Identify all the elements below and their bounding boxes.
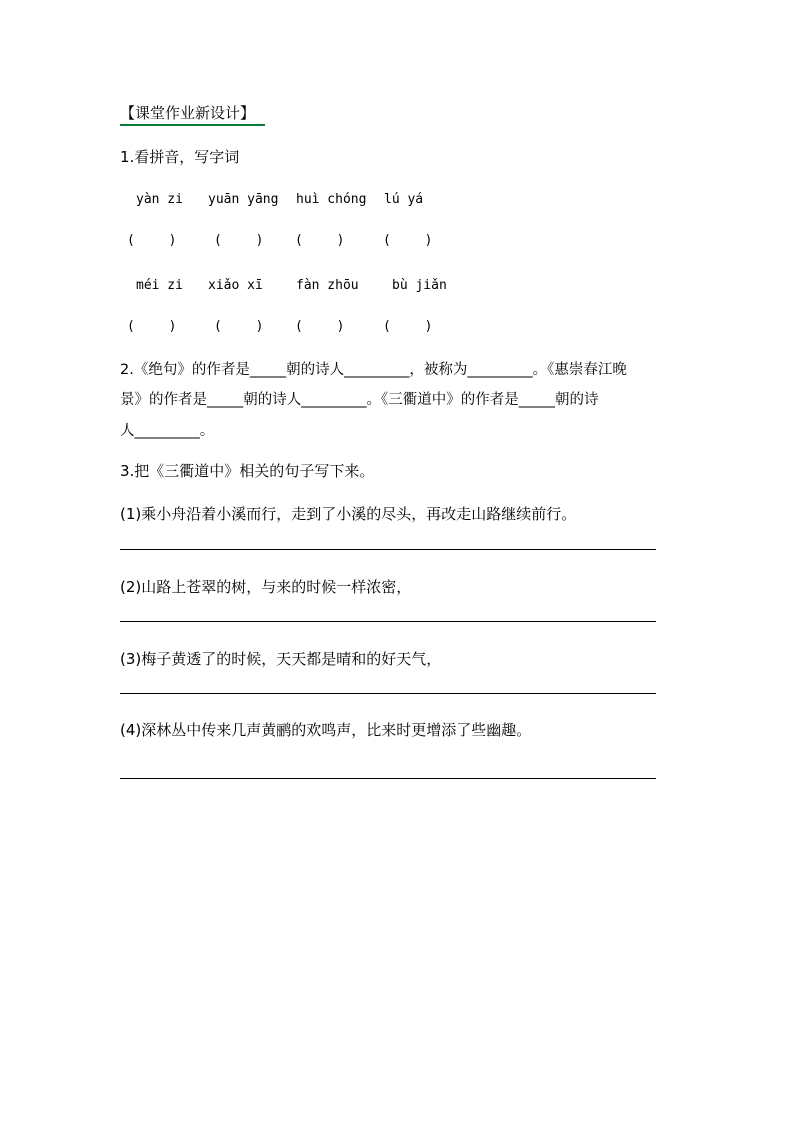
pinyin-5: méi zi (136, 278, 183, 293)
writing-line-4[interactable] (120, 778, 656, 779)
answer-blank-3[interactable]: ( ) (295, 233, 345, 248)
answer-blank-5[interactable]: ( ) (127, 319, 177, 334)
pinyin-3: huì chóng (296, 192, 367, 207)
answer-blank-4[interactable]: ( ) (383, 233, 433, 248)
answer-blank-6[interactable]: ( ) (214, 319, 264, 334)
question-2-line-1: 2.《绝句》的作者是_____朝的诗人_________，被称为_________。《惠崇春江晚 (120, 362, 627, 378)
section-title-underline (120, 124, 265, 126)
question-3-label: 3.把《三衢道中》相关的句子写下来。 (120, 462, 375, 480)
pinyin-2: yuān yāng (208, 192, 279, 207)
answer-blank-8[interactable]: ( ) (383, 319, 433, 334)
question-2-line-2: 景》的作者是_____朝的诗人_________。《三衢道中》的作者是_____朝的诗 (120, 392, 599, 408)
question-2-line-3: 人_________。 (120, 423, 215, 439)
question-3-item-4: (4)深林丛中传来几声黄鹂的欢鸣声，比来时更增添了些幽趣。 (120, 721, 532, 739)
pinyin-4: lú yá (384, 192, 424, 207)
answer-blank-1[interactable]: ( ) (127, 233, 177, 248)
pinyin-7: fàn zhōu (296, 278, 359, 293)
writing-line-1[interactable] (120, 549, 656, 550)
answer-blank-7[interactable]: ( ) (295, 319, 345, 334)
pinyin-1: yàn zi (136, 192, 183, 207)
writing-line-3[interactable] (120, 693, 656, 694)
answer-blank-2[interactable]: ( ) (214, 233, 264, 248)
question-3-item-1: (1)乘小舟沿着小溪而行，走到了小溪的尽头，再改走山路继续前行。 (120, 505, 577, 523)
question-3-item-3: (3)梅子黄透了的时候，天天都是晴和的好天气， (120, 650, 442, 668)
pinyin-8: bù jiǎn (392, 278, 447, 293)
section-title: 【课堂作业新设计】 (120, 104, 256, 122)
question-1-label: 1.看拼音，写字词 (120, 148, 240, 166)
writing-line-2[interactable] (120, 621, 656, 622)
question-3-item-2: (2)山路上苍翠的树，与来的时候一样浓密， (120, 578, 412, 596)
pinyin-6: xiǎo xī (208, 278, 263, 293)
